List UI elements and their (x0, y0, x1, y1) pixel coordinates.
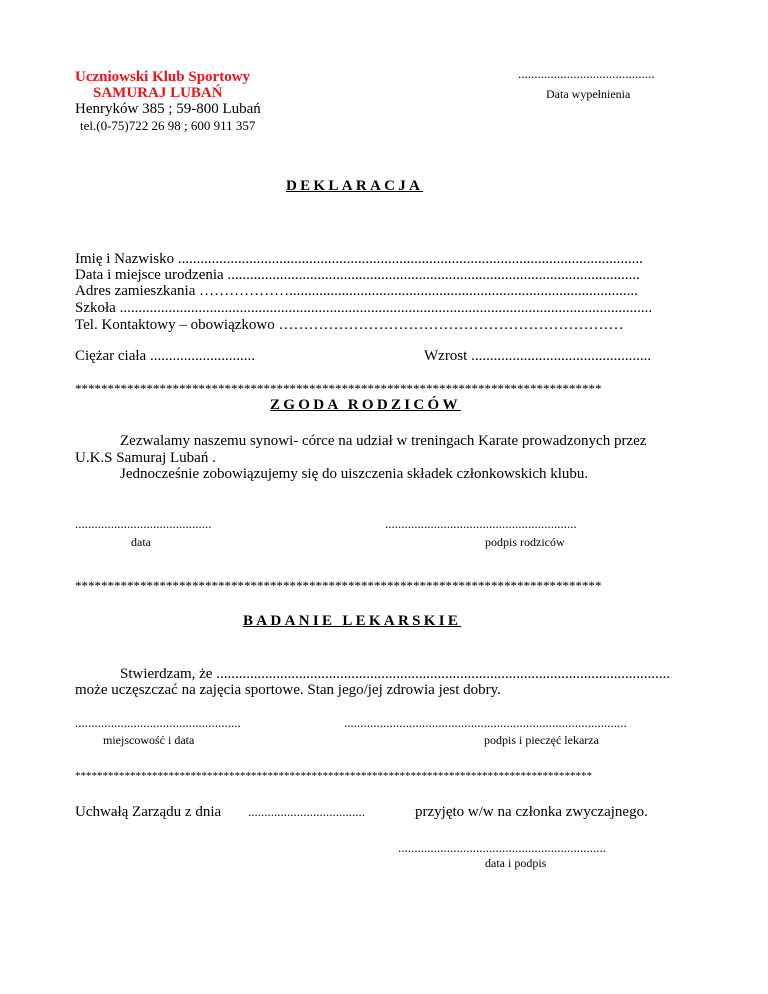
resolution-date-line: .................................... (248, 804, 365, 819)
consent-date-label: data (131, 535, 151, 549)
resolution-signature-label: data i podpis (485, 856, 547, 870)
medical-line2: może uczęszczać na zajęcia sportowe. Stan jego/jej zdrowia jest dobry. (75, 682, 501, 698)
consent-line2: U.K.S Samuraj Lubań . (75, 450, 216, 466)
field-height: Wzrost ................................................ (424, 348, 652, 364)
field-birth: Data i miejsce urodzenia .............................................................................................................. (75, 267, 640, 283)
medical-place-date-line: ................................................... (75, 715, 241, 730)
separator-stars: ********************************************************************************* (75, 381, 602, 396)
field-address: Adres zamieszkania ………………............................................................................................. (75, 283, 638, 299)
medical-line1: Stwierdzam, że ......................................................................................................................... (120, 666, 670, 682)
club-name-line2: SAMURAJ LUBAŃ (93, 85, 223, 101)
separator-stars: ********************************************************************************* (75, 578, 602, 593)
resolution-text: Uchwałą Zarządu z dnia (75, 804, 222, 820)
medical-place-date-label: miejscowość i data (103, 733, 195, 747)
resolution-signature-line: ................................................................ (398, 840, 606, 855)
separator-stars-small: ********************************************************************************************** (75, 770, 592, 782)
club-address: Henryków 385 ; 59-800 Lubań (75, 101, 261, 117)
resolution-accepted-text: przyjęto w/w na członka zwyczajnego. (415, 804, 648, 820)
consent-line1: Zezwalamy naszemu synowi- córce na udział w treningach Karate prowadzonych przez (120, 433, 647, 449)
field-weight: Ciężar ciała ............................ (75, 348, 255, 364)
date-fill-line: .......................................... (518, 66, 655, 81)
consent-line3: Jednocześnie zobowiązujemy się do uiszczenia składek członkowskich klubu. (120, 466, 589, 482)
medical-doctor-signature-line: ....................................................................................... (344, 715, 627, 730)
date-fill-label: Data wypełnienia (546, 87, 631, 101)
field-name: Imię i Nazwisko ............................................................................................................................ (75, 251, 643, 267)
field-phone: Tel. Kontaktowy – obowiązkowo …………………………………………………………… (75, 317, 624, 333)
club-name-line1: Uczniowski Klub Sportowy (75, 69, 251, 85)
medical-doctor-signature-label: podpis i pieczęć lekarza (484, 733, 599, 747)
medical-title: BADANIE LEKARSKIE (243, 613, 462, 629)
page-title: DEKLARACJA (286, 178, 424, 194)
club-phone: tel.(0-75)722 26 98 ; 600 911 357 (80, 118, 256, 133)
consent-title: ZGODA RODZICÓW (270, 397, 461, 413)
consent-signature-line: ........................................................... (385, 516, 577, 531)
consent-date-line: .......................................... (75, 516, 212, 531)
consent-signature-label: podpis rodziców (485, 535, 565, 549)
field-school: Szkoła .............................................................................................................................................. (75, 300, 653, 316)
